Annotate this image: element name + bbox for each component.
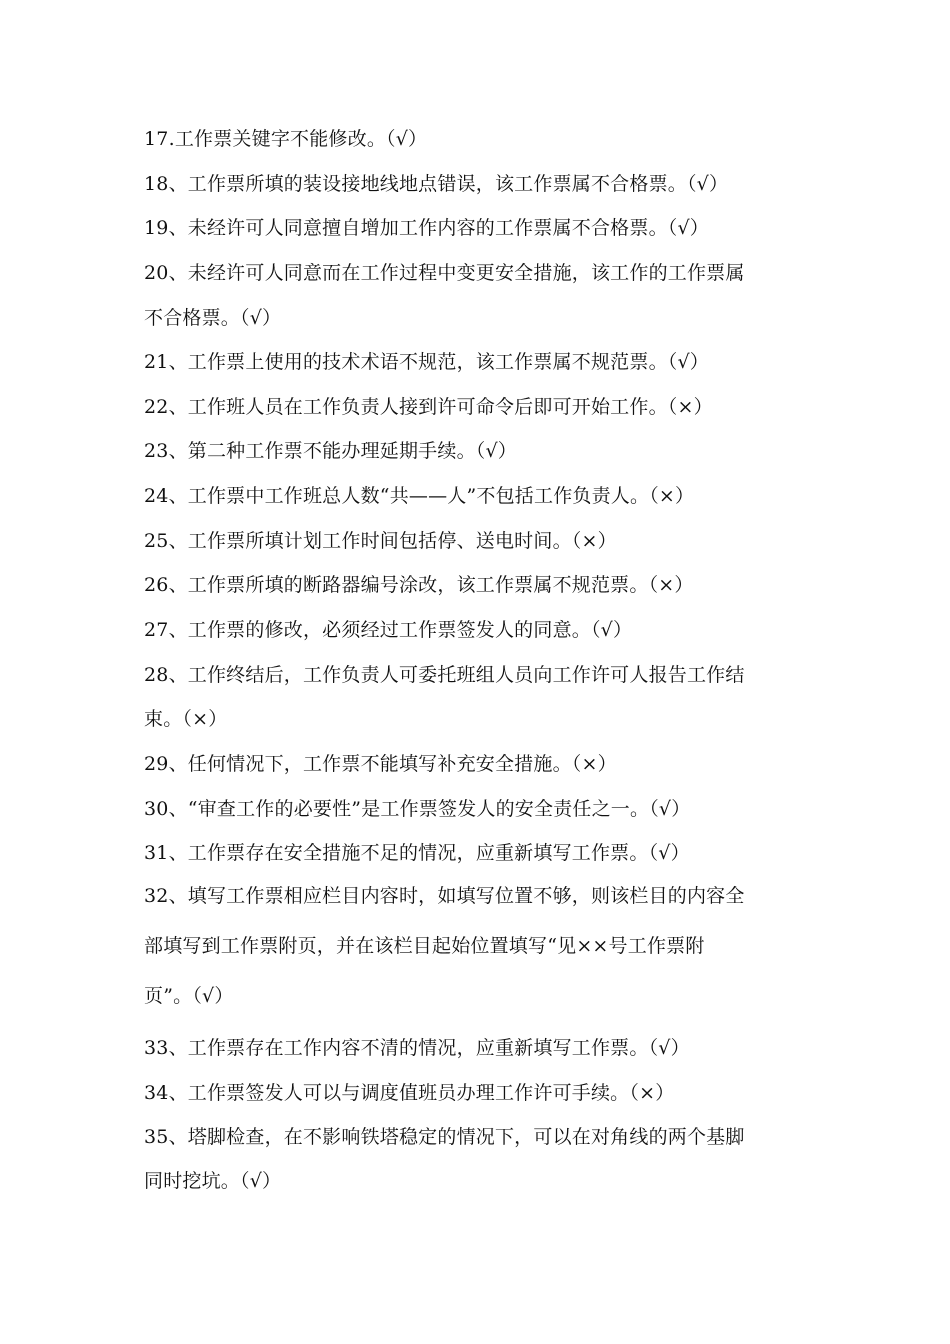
question-23: 23、第二种工作票不能办理延期手续。（√） xyxy=(144,440,517,462)
question-17: 17.工作票关键字不能修改。（√） xyxy=(144,128,428,150)
question-18: 18、工作票所填的装设接地线地点错误，该工作票属不合格票。（√） xyxy=(144,173,729,195)
question-31: 31、工作票存在安全措施不足的情况，应重新填写工作票。（√） xyxy=(144,842,690,864)
question-33: 33、工作票存在工作内容不清的情况，应重新填写工作票。（√） xyxy=(144,1037,690,1059)
question-19: 19、未经许可人同意擅自增加工作内容的工作票属不合格票。（√） xyxy=(144,217,709,239)
question-24: 24、工作票中工作班总人数“共——人”不包括工作负责人。（×） xyxy=(144,485,695,507)
question-20-line-1: 20、未经许可人同意而在工作过程中变更安全措施，该工作的工作票属 xyxy=(144,262,745,284)
question-22: 22、工作班人员在工作负责人接到许可命令后即可开始工作。（×） xyxy=(144,396,713,418)
question-32-line-1: 32、填写工作票相应栏目内容时，如填写位置不够，则该栏目的内容全 xyxy=(144,885,745,907)
question-34: 34、工作票签发人可以与调度值班员办理工作许可手续。（×） xyxy=(144,1082,675,1104)
question-35-line-1: 35、塔脚检查，在不影响铁塔稳定的情况下，可以在对角线的两个基脚 xyxy=(144,1126,745,1148)
question-28-line-2: 束。（×） xyxy=(144,708,228,730)
question-25: 25、工作票所填计划工作时间包括停、送电时间。（×） xyxy=(144,530,617,552)
question-28-line-1: 28、工作终结后，工作负责人可委托班组人员向工作许可人报告工作结 xyxy=(144,664,745,686)
question-27: 27、工作票的修改，必须经过工作票签发人的同意。（√） xyxy=(144,619,633,641)
question-30: 30、“审查工作的必要性”是工作票签发人的安全责任之一。（√） xyxy=(144,798,691,820)
question-21: 21、工作票上使用的技术术语不规范，该工作票属不规范票。（√） xyxy=(144,351,709,373)
question-32-line-2: 部填写到工作票附页，并在该栏目起始位置填写“见××号工作票附 xyxy=(144,935,705,957)
question-32-line-3: 页”。（√） xyxy=(144,985,234,1007)
question-26: 26、工作票所填的断路器编号涂改，该工作票属不规范票。（×） xyxy=(144,574,694,596)
question-20-line-2: 不合格票。（√） xyxy=(144,307,282,329)
question-35-line-2: 同时挖坑。（√） xyxy=(144,1170,282,1192)
question-29: 29、任何情况下，工作票不能填写补充安全措施。（×） xyxy=(144,753,617,775)
